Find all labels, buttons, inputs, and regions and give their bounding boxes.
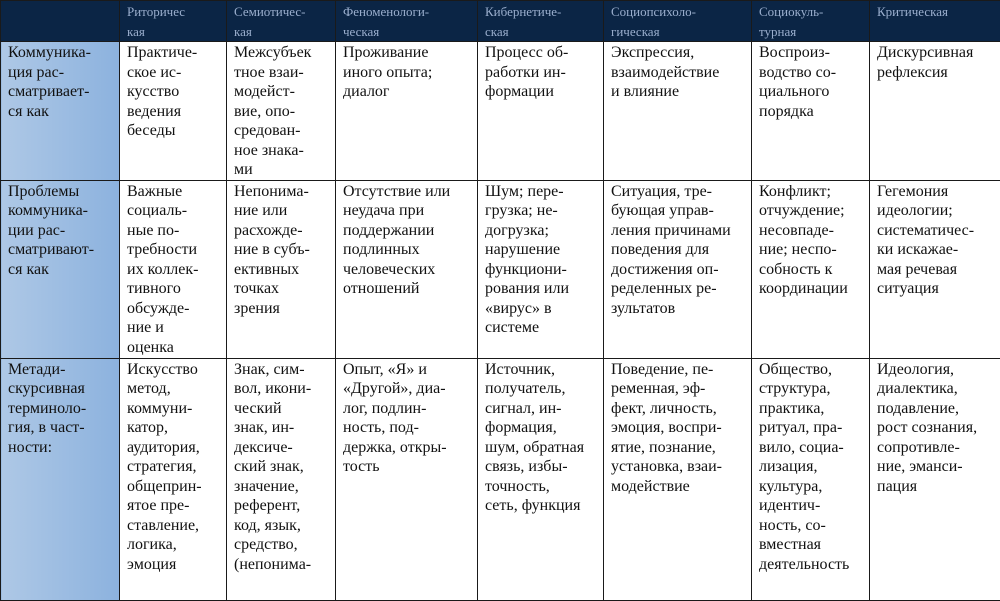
table-cell: Практиче- ское ис- кусство ведения беседы [120, 42, 227, 181]
table-cell: Конфликт; отчуждение; несовпаде- ние; неспо- собность к координации [752, 180, 870, 358]
table-cell: Общество, структура, практика, ритуал, пра- вило, социа- лизация, культура, идентич- ность, со- вместная деятельность [752, 358, 870, 600]
table-cell: Знак, сим- вол, икони- ческий знак, ин- дексиче- ский знак, значение, референт, код, язык, средство, (непонима- [227, 358, 336, 600]
table-cell: Важные социаль- ные по- требности их коллек- тивного обсужде- ние и оценка [120, 180, 227, 358]
table-cell: Непонима- ние или расхожде- ние в субъ- ективных точках зрения [227, 180, 336, 358]
table-cell: Гегемония идеологии; систематичес- ки искажае- мая речевая ситуация [870, 180, 1000, 358]
column-header-semiotic: Семиотичес- кая [227, 1, 336, 42]
column-header-rhetorical: Риторичес кая [120, 1, 227, 42]
table-cell: Дискурсивная рефлексия [870, 42, 1000, 181]
table-cell: Идеология, диалектика, подавление, рост сознания, сопротивле- ние, эманси- пация [870, 358, 1000, 600]
header-corner-cell [1, 1, 120, 42]
table-cell: Искусство метод, коммуни- катор, аудитория, стратегия, общеприн- ятое пре- ставление, логика, эмоция [120, 358, 227, 600]
table-cell: Воспроиз- водство со- циального порядка [752, 42, 870, 181]
row-header-communication: Коммуника- ция рас- сматривает- ся как [1, 42, 120, 181]
row-header-terminology: Метади- скурсивная терминоло- гия, в част- ности: [1, 358, 120, 600]
table-cell: Процесс об- работки ин- формации [478, 42, 604, 181]
table-cell: Ситуация, тре- бующая управ- ления причинами поведения для достижения оп- ределенных ре- зультатов [604, 180, 752, 358]
column-header-sociocultural: Социокуль- турная [752, 1, 870, 42]
column-header-phenomenological: Феноменологи- ческая [336, 1, 478, 42]
column-header-sociopsychological: Социопсихоло- гическая [604, 1, 752, 42]
table-cell: Проживание иного опыта; диалог [336, 42, 478, 181]
table-row [1, 180, 1000, 358]
table-cell: Поведение, пе- ременная, эф- фект, личность, эмоция, воспри- ятие, познание, установка, взаи- модействие [604, 358, 752, 600]
row-header-problems: Проблемы коммуника- ции рас- сматривают- ся как [1, 180, 120, 358]
column-header-cybernetic: Кибернетиче- ская [478, 1, 604, 42]
table-cell: Экспрессия, взаимодействие и влияние [604, 42, 752, 181]
table-row [1, 42, 1000, 181]
header-row [1, 1, 1000, 42]
column-header-critical: Критическая [870, 1, 1000, 42]
table-cell: Шум; пере- грузка; не- догрузка; нарушение функциони- рования или «вирус» в системе [478, 180, 604, 358]
table-cell: Источник, получатель, сигнал, ин- формация, шум, обратная связь, избы- точность, сеть, функция [478, 358, 604, 600]
table-cell: Опыт, «Я» и «Другой», диа- лог, подлин- ность, под- держка, откры- тость [336, 358, 478, 600]
table-row [1, 358, 1000, 600]
table-cell: Отсутствие или неудача при поддержании подлинных человеческих отношений [336, 180, 478, 358]
table-cell: Межсубъек тное взаи- модейст- вие, опо- средован- ное знака- ми [227, 42, 336, 181]
